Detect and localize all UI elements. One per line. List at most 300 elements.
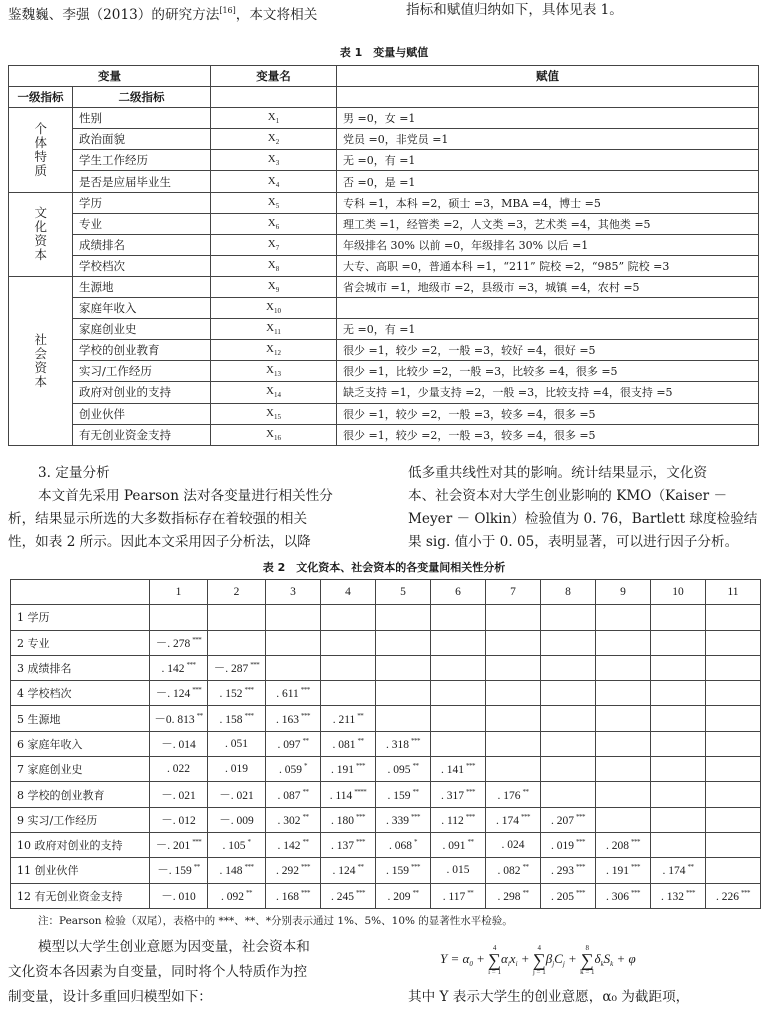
significance-stars: *** xyxy=(244,711,254,720)
significance-stars: *** xyxy=(465,812,475,821)
header-level1: 一级指标 xyxy=(9,87,73,108)
table2-row xyxy=(11,731,761,756)
table1-row xyxy=(9,424,759,445)
significance-stars: *** xyxy=(411,863,420,872)
correlation-cell xyxy=(596,706,651,731)
correlation-cell: －. 201 *** xyxy=(150,832,208,857)
column-header: 6 xyxy=(431,580,486,605)
correlation-cell xyxy=(431,630,486,655)
significance-stars: *** xyxy=(631,838,640,847)
significance-stars: *** xyxy=(576,812,585,821)
table1-subheader-row xyxy=(9,87,759,108)
significance-stars: *** xyxy=(301,711,310,720)
table1-row xyxy=(9,298,759,319)
correlation-cell xyxy=(541,605,596,630)
table1-row xyxy=(9,255,759,276)
var-subscript: 8 xyxy=(275,264,280,273)
var-name-cell: $X_8$ xyxy=(211,255,337,276)
correlation-cell xyxy=(651,655,706,680)
significance-stars: *** xyxy=(741,888,750,897)
table2-row xyxy=(11,832,761,857)
correlation-cell xyxy=(431,706,486,731)
significance-stars: *** xyxy=(356,812,365,821)
significance-stars: *** xyxy=(300,686,310,695)
correlation-cell xyxy=(651,757,706,782)
var-name-cell: $X_5$ xyxy=(211,192,337,213)
column-header: 2 xyxy=(208,580,266,605)
significance-stars: **** xyxy=(354,787,367,796)
correlation-cell xyxy=(706,782,761,807)
header-assignment: 赋值 xyxy=(337,66,759,87)
assignment-cell: 专科 =1，本科 =2，硕士 =3，MBA =4，博士 =5 xyxy=(337,192,759,213)
correlation-cell xyxy=(596,681,651,706)
summation-operator xyxy=(533,944,546,976)
correlation-cell: . 081 ** xyxy=(321,731,376,756)
var-subscript: 3 xyxy=(275,159,280,168)
table1-row xyxy=(9,213,759,234)
assignment-cell: 年级排名 30% 以前 =0，年级排名 30% 以后 =1 xyxy=(337,234,759,255)
correlation-cell: . 158 *** xyxy=(208,706,266,731)
formula-coefficient: δ xyxy=(594,950,601,966)
correlation-cell: . 015 xyxy=(431,858,486,883)
formula-variable: S xyxy=(603,950,611,966)
significance-stars: *** xyxy=(244,686,254,695)
var-subscript: 7 xyxy=(275,243,280,252)
row-label: 5 生源地 xyxy=(11,706,150,731)
significance-stars: * xyxy=(414,838,417,847)
correlation-cell: . 245 *** xyxy=(321,883,376,908)
significance-stars: ** xyxy=(522,863,529,872)
intro-text-cont: ，本文将相关 xyxy=(235,7,318,23)
correlation-cell xyxy=(706,630,761,655)
significance-stars: *** xyxy=(521,812,530,821)
section-right-line-2: 本、社会资本对大学生创业影响的 KMO（Kaiser － xyxy=(408,488,728,504)
var-name-cell: $X_{12}$ xyxy=(211,340,337,361)
formula-error-term: + φ xyxy=(613,950,636,966)
row-label: 10 政府对创业的支持 xyxy=(11,832,150,857)
table2-row xyxy=(11,681,761,706)
significance-stars: ** xyxy=(302,812,309,821)
correlation-cell xyxy=(651,706,706,731)
correlation-cell: －. 287 *** xyxy=(208,655,266,680)
indicator-cell: 生源地 xyxy=(73,276,211,297)
correlation-cell: . 141 *** xyxy=(431,757,486,782)
var-name-cell: $X_{15}$ xyxy=(211,403,337,424)
section-right-line-3: Meyer － Olkin）检验值为 0. 76，Bartlett 球度检验结 xyxy=(408,511,758,527)
significance-stars: ** xyxy=(467,888,474,897)
correlation-cell: . 174 ** xyxy=(651,858,706,883)
significance-stars: *** xyxy=(466,787,475,796)
table2-header-row xyxy=(11,580,761,605)
correlation-cell xyxy=(541,757,596,782)
var-subscript: 10 xyxy=(273,307,281,316)
column-header: 9 xyxy=(596,580,651,605)
var-subscript: 2 xyxy=(275,138,280,147)
var-subscript: 13 xyxy=(273,370,281,379)
correlation-cell: . 114 **** xyxy=(321,782,376,807)
significance-stars: *** xyxy=(192,635,202,644)
column-header: 3 xyxy=(266,580,321,605)
correlation-cell: －. 010 xyxy=(150,883,208,908)
correlation-cell xyxy=(266,655,321,680)
table1-row xyxy=(9,129,759,150)
correlation-cell: . 174 *** xyxy=(486,807,541,832)
assignment-cell xyxy=(337,298,759,319)
sum-upper-limit: 4 xyxy=(537,944,542,952)
column-header: 5 xyxy=(376,580,431,605)
table2-row xyxy=(11,630,761,655)
formula-subscript: k xyxy=(600,959,604,968)
var-subscript: 6 xyxy=(275,222,280,231)
correlation-cell: . 298 ** xyxy=(486,883,541,908)
correlation-cell: . 112 *** xyxy=(431,807,486,832)
row-label: 7 家庭创业史 xyxy=(11,757,150,782)
correlation-cell xyxy=(541,782,596,807)
indicator-cell: 学生工作经历 xyxy=(73,150,211,171)
correlation-cell xyxy=(596,757,651,782)
sum-lower-limit: k = 1 xyxy=(580,968,595,976)
group-label-cell xyxy=(9,276,73,445)
correlation-cell: . 176 ** xyxy=(486,782,541,807)
var-subscript: 16 xyxy=(273,433,281,442)
correlation-cell: . 051 xyxy=(208,731,266,756)
sum-lower-limit: i = 1 xyxy=(488,968,502,976)
column-header: 7 xyxy=(486,580,541,605)
column-header: 8 xyxy=(541,580,596,605)
correlation-cell: . 059 * xyxy=(266,757,321,782)
var-subscript: 5 xyxy=(275,201,280,210)
row-label: 4 学校档次 xyxy=(11,681,150,706)
table1-row xyxy=(9,192,759,213)
formula-lhs: Y = α xyxy=(440,950,470,966)
table1-row xyxy=(9,150,759,171)
correlation-cell xyxy=(596,605,651,630)
significance-stars: ** xyxy=(196,711,203,720)
correlation-cell: . 205 *** xyxy=(541,883,596,908)
correlation-cell xyxy=(706,681,761,706)
correlation-cell xyxy=(596,782,651,807)
var-name-cell: $X_1$ xyxy=(211,108,337,129)
significance-stars: *** xyxy=(686,888,695,897)
correlation-cell xyxy=(431,655,486,680)
significance-stars: *** xyxy=(192,686,202,695)
correlation-cell: . 087 ** xyxy=(266,782,321,807)
table1-row xyxy=(9,382,759,403)
table1-row xyxy=(9,361,759,382)
correlation-cell: . 207 *** xyxy=(541,807,596,832)
significance-stars: * xyxy=(304,762,307,771)
correlation-cell: . 082 ** xyxy=(486,858,541,883)
correlation-cell: . 611 *** xyxy=(266,681,321,706)
indicator-cell: 家庭创业史 xyxy=(73,319,211,340)
sum-upper-limit: 8 xyxy=(585,944,590,952)
correlation-cell: . 180 *** xyxy=(321,807,376,832)
correlation-cell: . 095 ** xyxy=(376,757,431,782)
section-heading: 3. 定量分析 xyxy=(38,465,110,481)
correlation-cell xyxy=(541,655,596,680)
sum-upper-limit: 4 xyxy=(492,944,497,952)
var-name-cell: $X_2$ xyxy=(211,129,337,150)
table1-row xyxy=(9,108,759,129)
significance-stars: ** xyxy=(522,888,529,897)
indicator-cell: 家庭年收入 xyxy=(73,298,211,319)
row-label: 8 学校的创业教育 xyxy=(11,782,150,807)
assignment-cell: 否 =0，是 =1 xyxy=(337,171,759,192)
correlation-cell xyxy=(596,630,651,655)
correlation-cell xyxy=(541,731,596,756)
table2-row xyxy=(11,757,761,782)
indicator-cell: 有无创业资金支持 xyxy=(73,424,211,445)
assignment-cell: 理工类 =1，经管类 =2，人文类 =3，艺术类 =4，其他类 =5 xyxy=(337,213,759,234)
assignment-cell: 很少 =1，较少 =2，一般 =3，较多 =4，很多 =5 xyxy=(337,403,759,424)
significance-stars: ** xyxy=(412,762,419,771)
table2-row xyxy=(11,782,761,807)
correlation-cell: . 019 *** xyxy=(541,832,596,857)
correlation-cell: . 124 ** xyxy=(321,858,376,883)
correlation-cell xyxy=(321,605,376,630)
correlation-cell xyxy=(541,706,596,731)
formula-subscript: i xyxy=(515,959,518,968)
correlation-cell xyxy=(376,681,431,706)
correlation-cell: . 117 ** xyxy=(431,883,486,908)
correlation-cell: －. 009 xyxy=(208,807,266,832)
assignment-cell: 无 =0，有 =1 xyxy=(337,150,759,171)
table1-header-row xyxy=(9,66,759,87)
table2-note: 注：Pearson 检验（双尾），表格中的 ***、**、*分别表示通过 1%、5%、10% 的显著性水平检验。 xyxy=(38,915,513,927)
var-subscript: 12 xyxy=(273,349,281,358)
correlation-cell: －. 124 *** xyxy=(150,681,208,706)
correlation-cell xyxy=(651,681,706,706)
correlation-cell xyxy=(376,706,431,731)
correlation-cell xyxy=(651,731,706,756)
significance-stars: ** xyxy=(467,838,474,847)
header-variable: 变量 xyxy=(9,66,211,87)
significance-stars: *** xyxy=(576,863,585,872)
correlation-cell: －. 014 xyxy=(150,731,208,756)
formula-plus: + xyxy=(517,950,533,966)
row-label: 2 专业 xyxy=(11,630,150,655)
formula-coefficient: α xyxy=(501,950,508,966)
significance-stars: ** xyxy=(522,787,529,796)
correlation-cell: －. 278 *** xyxy=(150,630,208,655)
correlation-cell xyxy=(208,605,266,630)
correlation-cell: . 318 *** xyxy=(376,731,431,756)
correlation-cell xyxy=(706,757,761,782)
column-header: 11 xyxy=(706,580,761,605)
correlation-cell xyxy=(596,655,651,680)
table1-caption: 表 1 变量与赋值 xyxy=(339,46,429,59)
var-name-cell: $X_6$ xyxy=(211,213,337,234)
significance-stars: *** xyxy=(411,812,420,821)
empty-cell xyxy=(337,87,759,108)
significance-stars: *** xyxy=(301,888,310,897)
correlation-cell: . 137 *** xyxy=(321,832,376,857)
assignment-cell: 党员 =0，非党员 =1 xyxy=(337,129,759,150)
correlation-cell xyxy=(541,630,596,655)
indicator-cell: 创业伙伴 xyxy=(73,403,211,424)
formula-subscript: j xyxy=(562,959,565,968)
correlation-cell xyxy=(486,706,541,731)
row-label: 11 创业伙伴 xyxy=(11,858,150,883)
var-name-cell: $X_{14}$ xyxy=(211,382,337,403)
correlation-cell: . 105 * xyxy=(208,832,266,857)
significance-stars: ** xyxy=(687,863,694,872)
significance-stars: ** xyxy=(302,736,309,745)
correlation-cell xyxy=(486,605,541,630)
correlation-cell: . 168 *** xyxy=(266,883,321,908)
var-name-cell: $X_9$ xyxy=(211,276,337,297)
row-label: 12 有无创业资金支持 xyxy=(11,883,150,908)
correlation-cell xyxy=(376,630,431,655)
correlation-cell: . 024 xyxy=(486,832,541,857)
table2-row xyxy=(11,807,761,832)
section-right-line-4: 果 sig. 值小于 0. 05，表明显著，可以进行因子分析。 xyxy=(408,534,739,550)
correlation-cell xyxy=(706,858,761,883)
model-line-3: 制变量，设计多重回归模型如下： xyxy=(8,989,212,1005)
correlation-cell: . 091 ** xyxy=(431,832,486,857)
correlation-cell xyxy=(651,807,706,832)
significance-stars: *** xyxy=(466,762,475,771)
indicator-cell: 是否是应届毕业生 xyxy=(73,171,211,192)
section-left-line-3: 性，如表 2 所示。因此本文采用因子分析法，以降 xyxy=(8,534,311,550)
correlation-cell: . 159 ** xyxy=(376,782,431,807)
var-subscript: 14 xyxy=(273,391,281,400)
table2-row xyxy=(11,858,761,883)
sigma-icon: ∑ xyxy=(580,950,594,970)
correlation-cell: . 163 *** xyxy=(266,706,321,731)
significance-stars: *** xyxy=(356,888,365,897)
assignment-cell: 省会城市 =1，地级市 =2，县级市 =3，城镇 =4，农村 =5 xyxy=(337,276,759,297)
significance-stars: ** xyxy=(357,863,364,872)
significance-stars: ** xyxy=(193,863,200,872)
correlation-cell xyxy=(651,782,706,807)
indicator-cell: 专业 xyxy=(73,213,211,234)
significance-stars: ** xyxy=(302,838,309,847)
significance-stars: *** xyxy=(631,888,640,897)
assignment-cell: 男 =0，女 =1 xyxy=(337,108,759,129)
table1-row xyxy=(9,319,759,340)
table1-variables xyxy=(8,65,759,446)
model-line-2: 文化资本各因素为自变量，同时将个人特质作为控 xyxy=(8,964,308,980)
summation-operator xyxy=(488,944,501,976)
indicator-cell: 学校档次 xyxy=(73,255,211,276)
table1-row xyxy=(9,171,759,192)
var-subscript: 1 xyxy=(275,117,280,126)
var-subscript: 9 xyxy=(275,285,280,294)
correlation-cell xyxy=(321,655,376,680)
citation-ref[interactable]: [16] xyxy=(219,6,236,15)
regression-formula xyxy=(440,944,636,976)
sigma-icon: ∑ xyxy=(532,950,546,970)
correlation-cell xyxy=(651,630,706,655)
correlation-cell: . 226 *** xyxy=(706,883,761,908)
indicator-cell: 学校的创业教育 xyxy=(73,340,211,361)
significance-stars: * xyxy=(247,838,251,847)
correlation-cell: －. 021 xyxy=(208,782,266,807)
formula-coefficient: β xyxy=(545,950,553,966)
correlation-cell xyxy=(706,807,761,832)
correlation-cell: . 097 ** xyxy=(266,731,321,756)
indicator-cell: 实习/工作经历 xyxy=(73,361,211,382)
correlation-cell: . 022 xyxy=(150,757,208,782)
correlation-cell: . 191 *** xyxy=(321,757,376,782)
correlation-cell: . 142 ** xyxy=(266,832,321,857)
correlation-cell xyxy=(208,630,266,655)
significance-stars: ** xyxy=(357,736,364,745)
significance-stars: *** xyxy=(631,863,640,872)
correlation-cell: . 209 ** xyxy=(376,883,431,908)
section-left-line-2: 析，结果显示所选的大多数指标存在着较强的相关 xyxy=(8,511,308,527)
assignment-cell: 大专、高职 =0，普通本科 =1，“211” 院校 =2，“985” 院校 =3 xyxy=(337,255,759,276)
var-name-cell: $X_{10}$ xyxy=(211,298,337,319)
correlation-cell xyxy=(706,832,761,857)
column-header: 4 xyxy=(321,580,376,605)
formula-subscript: 0 xyxy=(469,959,473,968)
table1-row xyxy=(9,403,759,424)
correlation-cell xyxy=(376,605,431,630)
correlation-cell xyxy=(596,731,651,756)
correlation-cell: . 159 *** xyxy=(376,858,431,883)
assignment-cell: 很少 =1，较少 =2，一般 =3，较好 =4，很好 =5 xyxy=(337,340,759,361)
correlation-cell: . 132 *** xyxy=(651,883,706,908)
row-label: 6 家庭年收入 xyxy=(11,731,150,756)
significance-stars: *** xyxy=(244,863,254,872)
correlation-cell xyxy=(706,706,761,731)
correlation-cell: . 306 *** xyxy=(596,883,651,908)
correlation-cell: . 191 *** xyxy=(596,858,651,883)
correlation-cell xyxy=(706,731,761,756)
correlation-cell: . 152 *** xyxy=(208,681,266,706)
correlation-cell xyxy=(486,757,541,782)
intro-line-left xyxy=(8,0,317,27)
formula-plus: + xyxy=(472,950,489,966)
table1-row xyxy=(9,340,759,361)
var-subscript: 11 xyxy=(274,328,281,337)
correlation-cell: . 068 * xyxy=(376,832,431,857)
intro-text: 鉴魏巍、李强（2013）的研究方法 xyxy=(8,7,220,23)
correlation-cell xyxy=(486,655,541,680)
correlation-cell: . 292 *** xyxy=(266,858,321,883)
correlation-cell xyxy=(266,630,321,655)
header-level2: 二级指标 xyxy=(73,87,211,108)
corner-cell xyxy=(11,580,150,605)
formula-plus: + xyxy=(564,950,581,966)
correlation-cell xyxy=(486,731,541,756)
indicator-cell: 政治面貌 xyxy=(73,129,211,150)
correlation-cell xyxy=(376,655,431,680)
correlation-cell: －. 012 xyxy=(150,807,208,832)
correlation-cell: －0. 813 ** xyxy=(150,706,208,731)
table2-row xyxy=(11,655,761,680)
significance-stars: *** xyxy=(576,888,585,897)
indicator-cell: 政府对创业的支持 xyxy=(73,382,211,403)
correlation-cell: . 019 xyxy=(208,757,266,782)
correlation-cell xyxy=(431,605,486,630)
assignment-cell: 很少 =1，比较少 =2，一般 =3，比较多 =4，很多 =5 xyxy=(337,361,759,382)
model-right-line: 其中 Y 表示大学生的创业意愿，α₀ 为截距项， xyxy=(408,989,690,1005)
indicator-cell: 性别 xyxy=(73,108,211,129)
significance-stars: *** xyxy=(301,863,310,872)
correlation-cell xyxy=(706,655,761,680)
significance-stars: *** xyxy=(411,736,420,745)
significance-stars: ** xyxy=(246,888,252,897)
correlation-cell xyxy=(651,605,706,630)
correlation-cell xyxy=(321,681,376,706)
section-left-line-1: 本文首先采用 Pearson 法对各变量进行相关性分 xyxy=(38,488,333,504)
formula-variable: x xyxy=(509,950,516,966)
correlation-cell xyxy=(150,605,208,630)
significance-stars: ** xyxy=(412,787,419,796)
